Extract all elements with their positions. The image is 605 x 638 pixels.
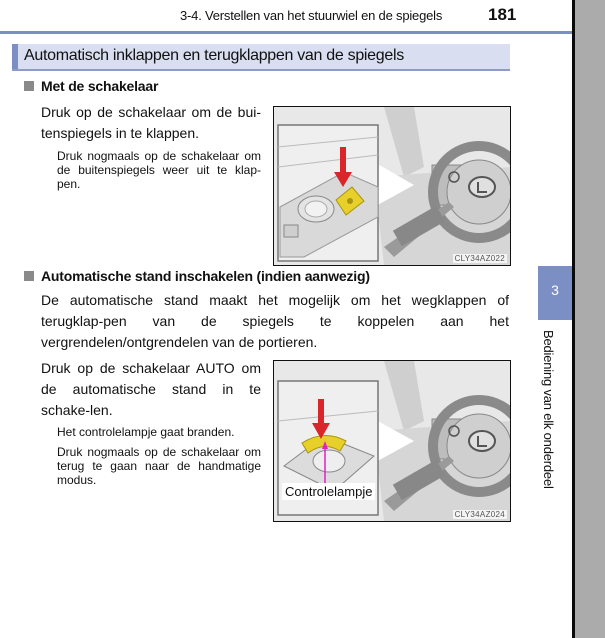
chapter-number: 3 <box>551 282 559 298</box>
figure-mirror-switch <box>273 106 511 266</box>
intro-text <box>41 290 509 353</box>
figure-code: CLY34AZ024 <box>454 510 505 519</box>
instruction-text <box>41 358 261 421</box>
subsection-heading-text: Automatische stand inschakelen (indien aanwezig) <box>41 268 370 284</box>
subsection-heading-text: Met de schakelaar <box>41 78 159 94</box>
note-text <box>57 445 261 487</box>
section-accent <box>12 44 18 69</box>
chapter-title-vertical: Bediening van elk onderdeel <box>541 330 556 489</box>
square-bullet-icon <box>24 271 34 281</box>
header-rule <box>0 31 572 34</box>
note-text <box>57 425 261 439</box>
figure-code: CLY34AZ022 <box>454 254 505 263</box>
subsection-heading-auto <box>24 268 370 284</box>
square-bullet-icon <box>24 81 34 91</box>
section-title: Automatisch inklappen en terugklappen van de spiegels <box>24 47 404 64</box>
intro-text-content: De automatische stand maakt het mogelijk om het wegklappen of terugklap-pen van de spiegels te koppelen aan het vergrendelen/ontgrendelen van de portieren. <box>41 292 509 350</box>
instruction-text-content: Druk op de schakelaar AUTO om de automatische stand in te schake-len. <box>41 360 261 418</box>
instruction-text-content: Druk op de schakelaar om de bui-tenspiegels in te klappen. <box>41 104 261 141</box>
running-head: 3-4. Verstellen van het stuurwiel en de spiegels <box>180 8 443 23</box>
viewer-background <box>575 0 605 638</box>
page-number: 181 <box>488 5 517 24</box>
note-text-content: Het controlelampje gaat branden. <box>57 425 235 439</box>
mirror-fold-switch-illustration-icon <box>274 107 510 265</box>
figure-auto-switch <box>273 360 511 522</box>
chapter-thumb-tab[interactable] <box>538 266 572 320</box>
indicator-callout-label: Controlelampje <box>282 483 375 500</box>
subsection-heading-switch <box>24 78 158 94</box>
note-text-content: Druk nogmaals op de schakelaar om terug te gaan naar de handmatige modus. <box>57 445 261 487</box>
note-text <box>57 149 261 191</box>
instruction-text <box>41 102 261 144</box>
note-text-content: Druk nogmaals op de schakelaar om de buitenspiegels weer uit te klap-pen. <box>57 149 261 191</box>
section-heading-bar <box>12 44 510 71</box>
